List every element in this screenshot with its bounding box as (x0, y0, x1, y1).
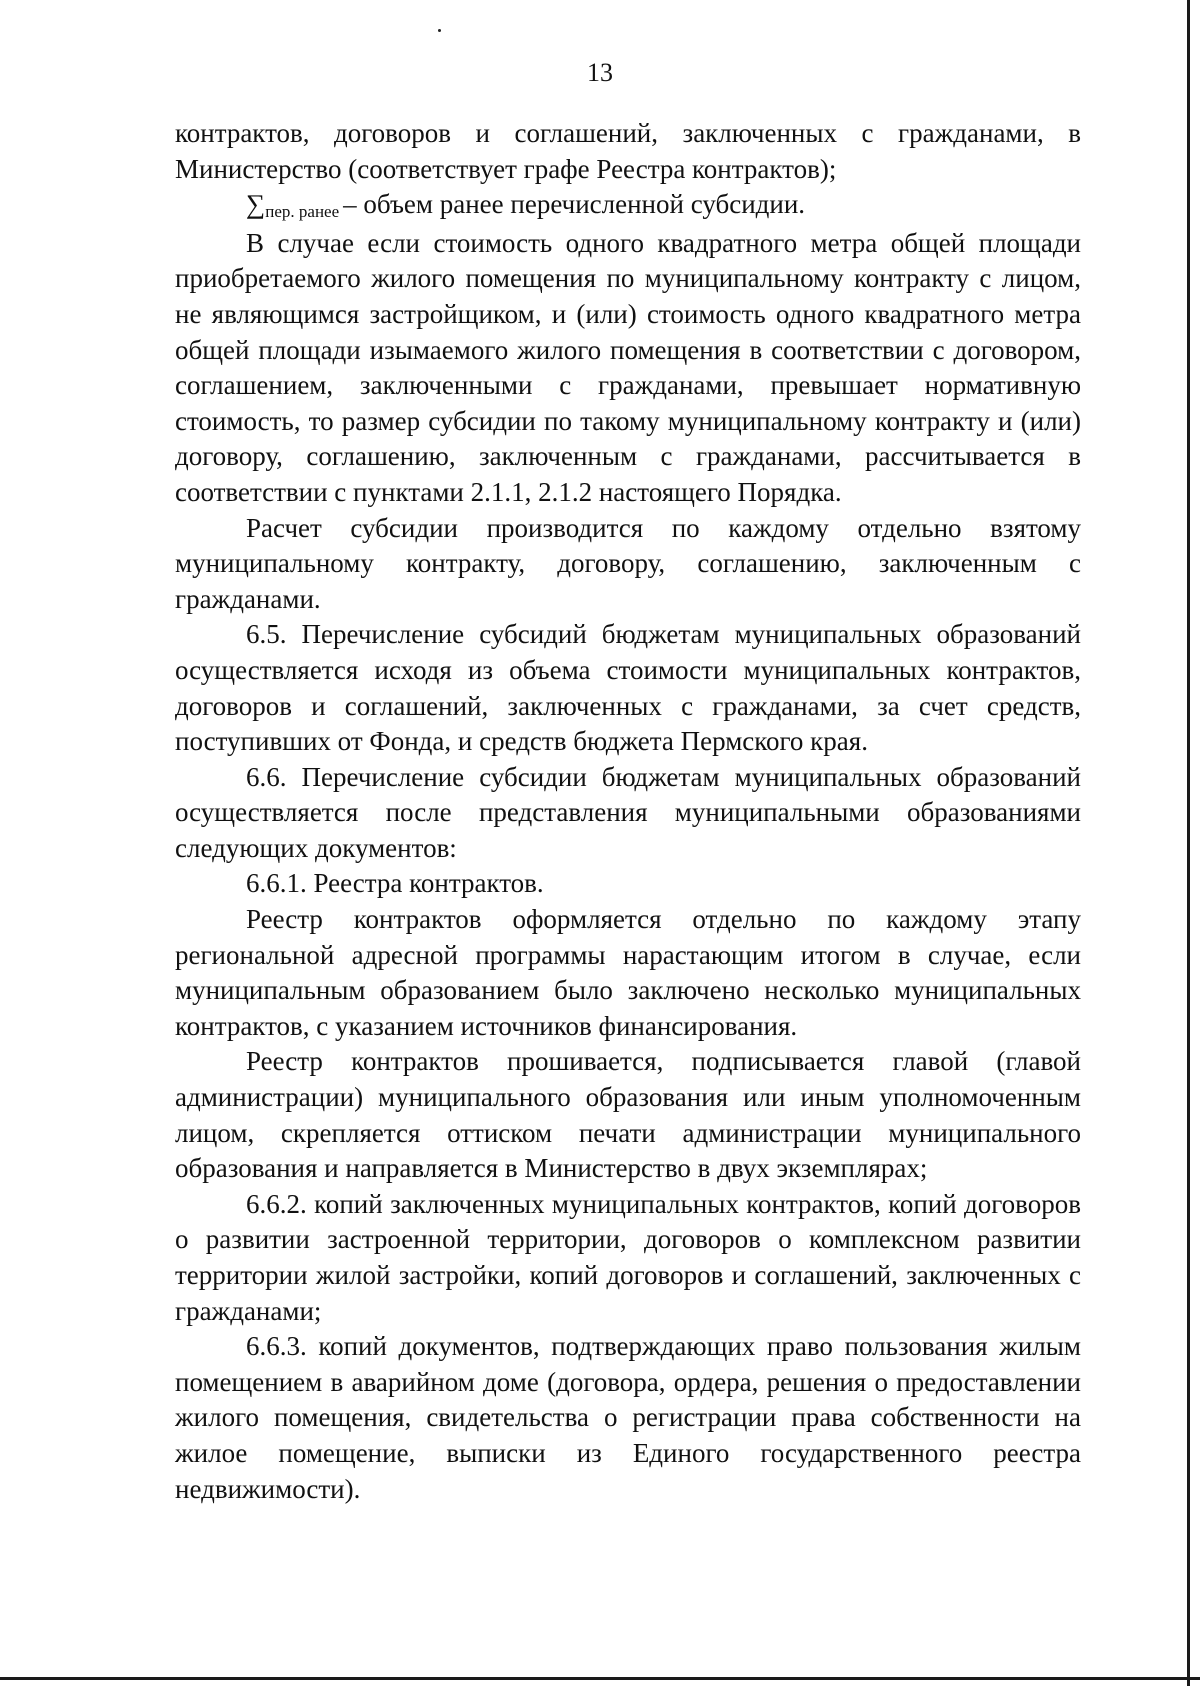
paragraph-cost-condition: В случае если стоимость одного квадратного метра общей площади приобретаемого жилого помещения по муниципальному контракту с лицом, не являющимся застройщиком, и (или) стоимость одного квадратного метра общей площади изымаемого жилого помещения в соответствии с договором, соглашением, заключенными с гражданами, превышает нормативную стоимость, то размер субсидии по такому муниципальному контракту и (или) договору, соглашению, заключенным с гражданами, рассчитывается в соответствии с пунктами 2.1.1, 2.1.2 настоящего Порядка. (175, 227, 1081, 507)
formula-definition (175, 187, 1081, 226)
paragraph-calculation: Расчет субсидии производится по каждому отдельно взятому муниципальному контракту, договору, соглашению, заключенным с гражданами. (175, 512, 1081, 614)
paragraph-6-5: 6.5. Перечисление субсидий бюджетам муниципальных образований осуществляется исходя из объема стоимости муниципальных контрактов, договоров и соглашений, заключенных с гражданами, за счет средств, поступивших от Фонда, и средств бюджета Пермского края. (175, 619, 1081, 757)
paragraph-continuation: контрактов, договоров и соглашений, заключенных с гражданами, в Министерство (соответствует графе Реестра контрактов); (175, 118, 1081, 184)
scan-edge-bottom (0, 1677, 1200, 1680)
formula-text: – объем ранее перечисленной субсидии. (343, 189, 806, 220)
scan-edge-right (1187, 0, 1190, 1686)
paragraph-6-6: 6.6. Перечисление субсидии бюджетам муниципальных образований осуществляется после представления муниципальными образованиями следующих документов: (175, 761, 1081, 863)
paragraph-6-6-3: 6.6.3. копий документов, подтверждающих право пользования жилым помещением в аварийном доме (договора, ордера, решения о предоставлении жилого помещения, свидетельства о регистрации права собственности на жилое помещение, выписки из Единого государственного реестра недвижимости). (175, 1331, 1081, 1504)
sum-subscript: пер. ранее (265, 202, 340, 222)
scan-speck (438, 29, 441, 32)
paragraph-6-6-1: 6.6.1. Реестра контрактов. (246, 868, 544, 899)
sum-symbol: ∑ (246, 189, 266, 220)
paragraph-registry-format: Реестр контрактов оформляется отдельно по каждому этапу региональной адресной программы нарастающим итогом в случае, если муниципальным образованием было заключено несколько муниципальных контрактов, с указанием источников финансирования. (175, 904, 1081, 1041)
page-number: 13 (587, 58, 613, 87)
paragraph-6-6-2: 6.6.2. копий заключенных муниципальных контрактов, копий договоров о развитии застроенной территории, договоров о комплексном развитии территории жилой застройки, копий договоров и соглашений, заключенных с гражданами; (175, 1188, 1081, 1326)
paragraph-registry-sign: Реестр контрактов прошивается, подписывается главой (главой администрации) муниципального образования или иным уполномоченным лицом, скрепляется оттиском печати администрации муниципального образования и направляется в Министерство в двух экземплярах; (175, 1046, 1081, 1184)
document-body (175, 116, 1081, 1507)
